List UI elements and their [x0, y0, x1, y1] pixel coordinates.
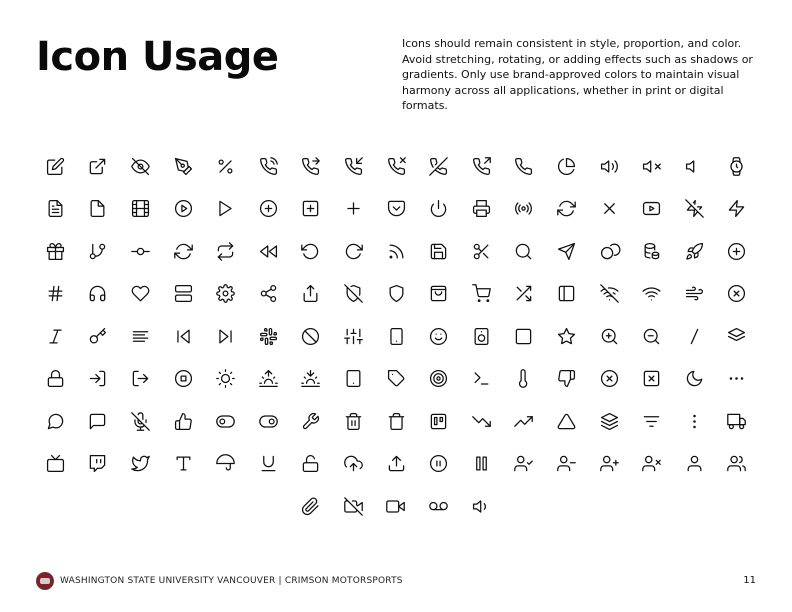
skip-forward-icon: [204, 315, 247, 357]
user-x-icon: [630, 443, 673, 485]
thumbs-down-icon: [545, 358, 588, 400]
shuffle-icon: [503, 273, 546, 315]
upload-cloud-icon: [332, 443, 375, 485]
zoom-in-icon: [588, 315, 631, 357]
phone-forwarded-icon: [290, 145, 333, 187]
share-icon: [247, 273, 290, 315]
rocket-icon: [673, 230, 716, 272]
toggle-left-icon: [204, 400, 247, 442]
italic-icon: [34, 315, 77, 357]
video-icon: [375, 485, 418, 527]
rss-icon: [375, 230, 418, 272]
trello-icon: [417, 400, 460, 442]
target-icon: [417, 358, 460, 400]
icon-row: [34, 443, 758, 485]
page-number: 11: [743, 575, 756, 586]
film-icon: [119, 188, 162, 230]
underline-icon: [247, 443, 290, 485]
icon-row: [34, 273, 758, 315]
wifi-icon: [630, 273, 673, 315]
shopping-cart-icon: [460, 273, 503, 315]
git-branch-icon: [77, 230, 120, 272]
slack-icon: [247, 315, 290, 357]
wind-icon: [673, 273, 716, 315]
x-circle-icon: [588, 358, 631, 400]
toggle-right-icon: [247, 400, 290, 442]
pocket-icon: [375, 188, 418, 230]
volume-low-icon: [673, 145, 716, 187]
zap-icon: [716, 188, 759, 230]
footer: [36, 572, 766, 592]
phone-incoming-icon: [332, 145, 375, 187]
icon-row: [34, 485, 758, 527]
plus-circle-icon: [247, 188, 290, 230]
wifi-off-icon: [588, 273, 631, 315]
tv-icon: [34, 443, 77, 485]
umbrella-icon: [204, 443, 247, 485]
tag-icon: [375, 358, 418, 400]
mic-off-icon: [119, 400, 162, 442]
external-link-icon: [77, 145, 120, 187]
user-icon: [673, 443, 716, 485]
users-icon: [716, 443, 759, 485]
shield-icon: [375, 273, 418, 315]
moon-icon: [673, 358, 716, 400]
heart-icon: [119, 273, 162, 315]
youtube-icon: [630, 188, 673, 230]
plus-icon: [332, 188, 375, 230]
x-square-icon: [630, 358, 673, 400]
icon-row: [34, 230, 758, 272]
pause-circle-icon: [417, 443, 460, 485]
play-circle-icon: [162, 188, 205, 230]
zoom-out-icon: [630, 315, 673, 357]
refresh-cw-icon: [162, 230, 205, 272]
power-icon: [417, 188, 460, 230]
phone-outgoing-icon: [460, 145, 503, 187]
volume-up-icon: [588, 145, 631, 187]
crimson-motorsports-logo: [36, 572, 54, 590]
thermometer-icon: [503, 358, 546, 400]
eye-off-icon: [119, 145, 162, 187]
pen-tool-icon: [162, 145, 205, 187]
key-icon: [77, 315, 120, 357]
file-icon: [77, 188, 120, 230]
volume-icon: [460, 485, 503, 527]
page-title: Icon Usage: [36, 34, 279, 80]
edit-icon: [34, 145, 77, 187]
headphones-icon: [77, 273, 120, 315]
pause-icon: [460, 443, 503, 485]
user-minus-icon: [545, 443, 588, 485]
share-upload-icon: [290, 273, 333, 315]
message-square-icon: [77, 400, 120, 442]
repeat-icon: [204, 230, 247, 272]
smile-icon: [417, 315, 460, 357]
twitch-icon: [77, 443, 120, 485]
more-vertical-icon: [673, 400, 716, 442]
shield-off-icon: [332, 273, 375, 315]
usage-description: Icons should remain consistent in style, proportion, and color. Avoid stretching, rotating, or adding effects such as shadows or gradients. Only use brand-approved colors to maintain visual harmony across all applications, whether in print or digital formats.: [402, 37, 753, 112]
hash-icon: [34, 273, 77, 315]
coins-icon: [588, 230, 631, 272]
icon-row: [34, 358, 758, 400]
lock-icon: [34, 358, 77, 400]
plus-circle-icon: [716, 230, 759, 272]
layers-stack-icon: [588, 400, 631, 442]
server-icon: [162, 273, 205, 315]
user-check-icon: [503, 443, 546, 485]
more-horizontal-icon: [716, 358, 759, 400]
trash-2-icon: [332, 400, 375, 442]
log-out-icon: [119, 358, 162, 400]
voicemail-icon: [417, 485, 460, 527]
thumbs-up-icon: [162, 400, 205, 442]
align-left-icon: [119, 315, 162, 357]
twitter-icon: [119, 443, 162, 485]
x-circle-icon: [716, 273, 759, 315]
file-text-icon: [34, 188, 77, 230]
pie-chart-icon: [545, 145, 588, 187]
type-icon: [162, 443, 205, 485]
unlock-icon: [290, 443, 333, 485]
rewind-icon: [247, 230, 290, 272]
video-off-icon: [332, 485, 375, 527]
star-icon: [545, 315, 588, 357]
volume-mute-icon: [630, 145, 673, 187]
scissors-icon: [460, 230, 503, 272]
triangle-icon: [545, 400, 588, 442]
sunrise-icon: [247, 358, 290, 400]
trending-down-icon: [460, 400, 503, 442]
percent-icon: [204, 145, 247, 187]
log-in-icon: [77, 358, 120, 400]
sun-icon: [204, 358, 247, 400]
square-icon: [503, 315, 546, 357]
watch-icon: [716, 145, 759, 187]
phone-off-icon: [417, 145, 460, 187]
phone-missed-icon: [375, 145, 418, 187]
filter-icon: [630, 400, 673, 442]
icon-row: [34, 400, 758, 442]
refresh-icon: [545, 188, 588, 230]
printer-icon: [460, 188, 503, 230]
layers-icon: [716, 315, 759, 357]
play-icon: [204, 188, 247, 230]
sidebar-icon: [545, 273, 588, 315]
stop-circle-icon: [162, 358, 205, 400]
zap-off-icon: [673, 188, 716, 230]
tool-icon: [290, 400, 333, 442]
terminal-icon: [460, 358, 503, 400]
paperclip-icon: [290, 485, 333, 527]
tablet-icon: [332, 358, 375, 400]
slash-circle-icon: [290, 315, 333, 357]
settings-icon: [204, 273, 247, 315]
git-commit-icon: [119, 230, 162, 272]
gift-icon: [34, 230, 77, 272]
sliders-icon: [332, 315, 375, 357]
rotate-cw-icon: [332, 230, 375, 272]
icon-row: [34, 315, 758, 357]
icon-row: [34, 188, 758, 230]
skip-back-icon: [162, 315, 205, 357]
icon-row: [34, 145, 758, 187]
footer-text: WASHINGTON STATE UNIVERSITY VANCOUVER | CRIMSON MOTORSPORTS: [60, 576, 403, 586]
save-icon: [417, 230, 460, 272]
shopping-bag-icon: [417, 273, 460, 315]
speaker-icon: [460, 315, 503, 357]
message-circle-icon: [34, 400, 77, 442]
truck-icon: [716, 400, 759, 442]
database-coins-icon: [630, 230, 673, 272]
trash-icon: [375, 400, 418, 442]
x-icon: [588, 188, 631, 230]
send-icon: [545, 230, 588, 272]
upload-icon: [375, 443, 418, 485]
rotate-ccw-icon: [290, 230, 333, 272]
phone-call-icon: [247, 145, 290, 187]
radio-icon: [503, 188, 546, 230]
smartphone-icon: [375, 315, 418, 357]
slash-icon: [673, 315, 716, 357]
sunset-icon: [290, 358, 333, 400]
search-icon: [503, 230, 546, 272]
phone-icon: [503, 145, 546, 187]
user-plus-icon: [588, 443, 631, 485]
plus-square-icon: [290, 188, 333, 230]
trending-up-icon: [503, 400, 546, 442]
